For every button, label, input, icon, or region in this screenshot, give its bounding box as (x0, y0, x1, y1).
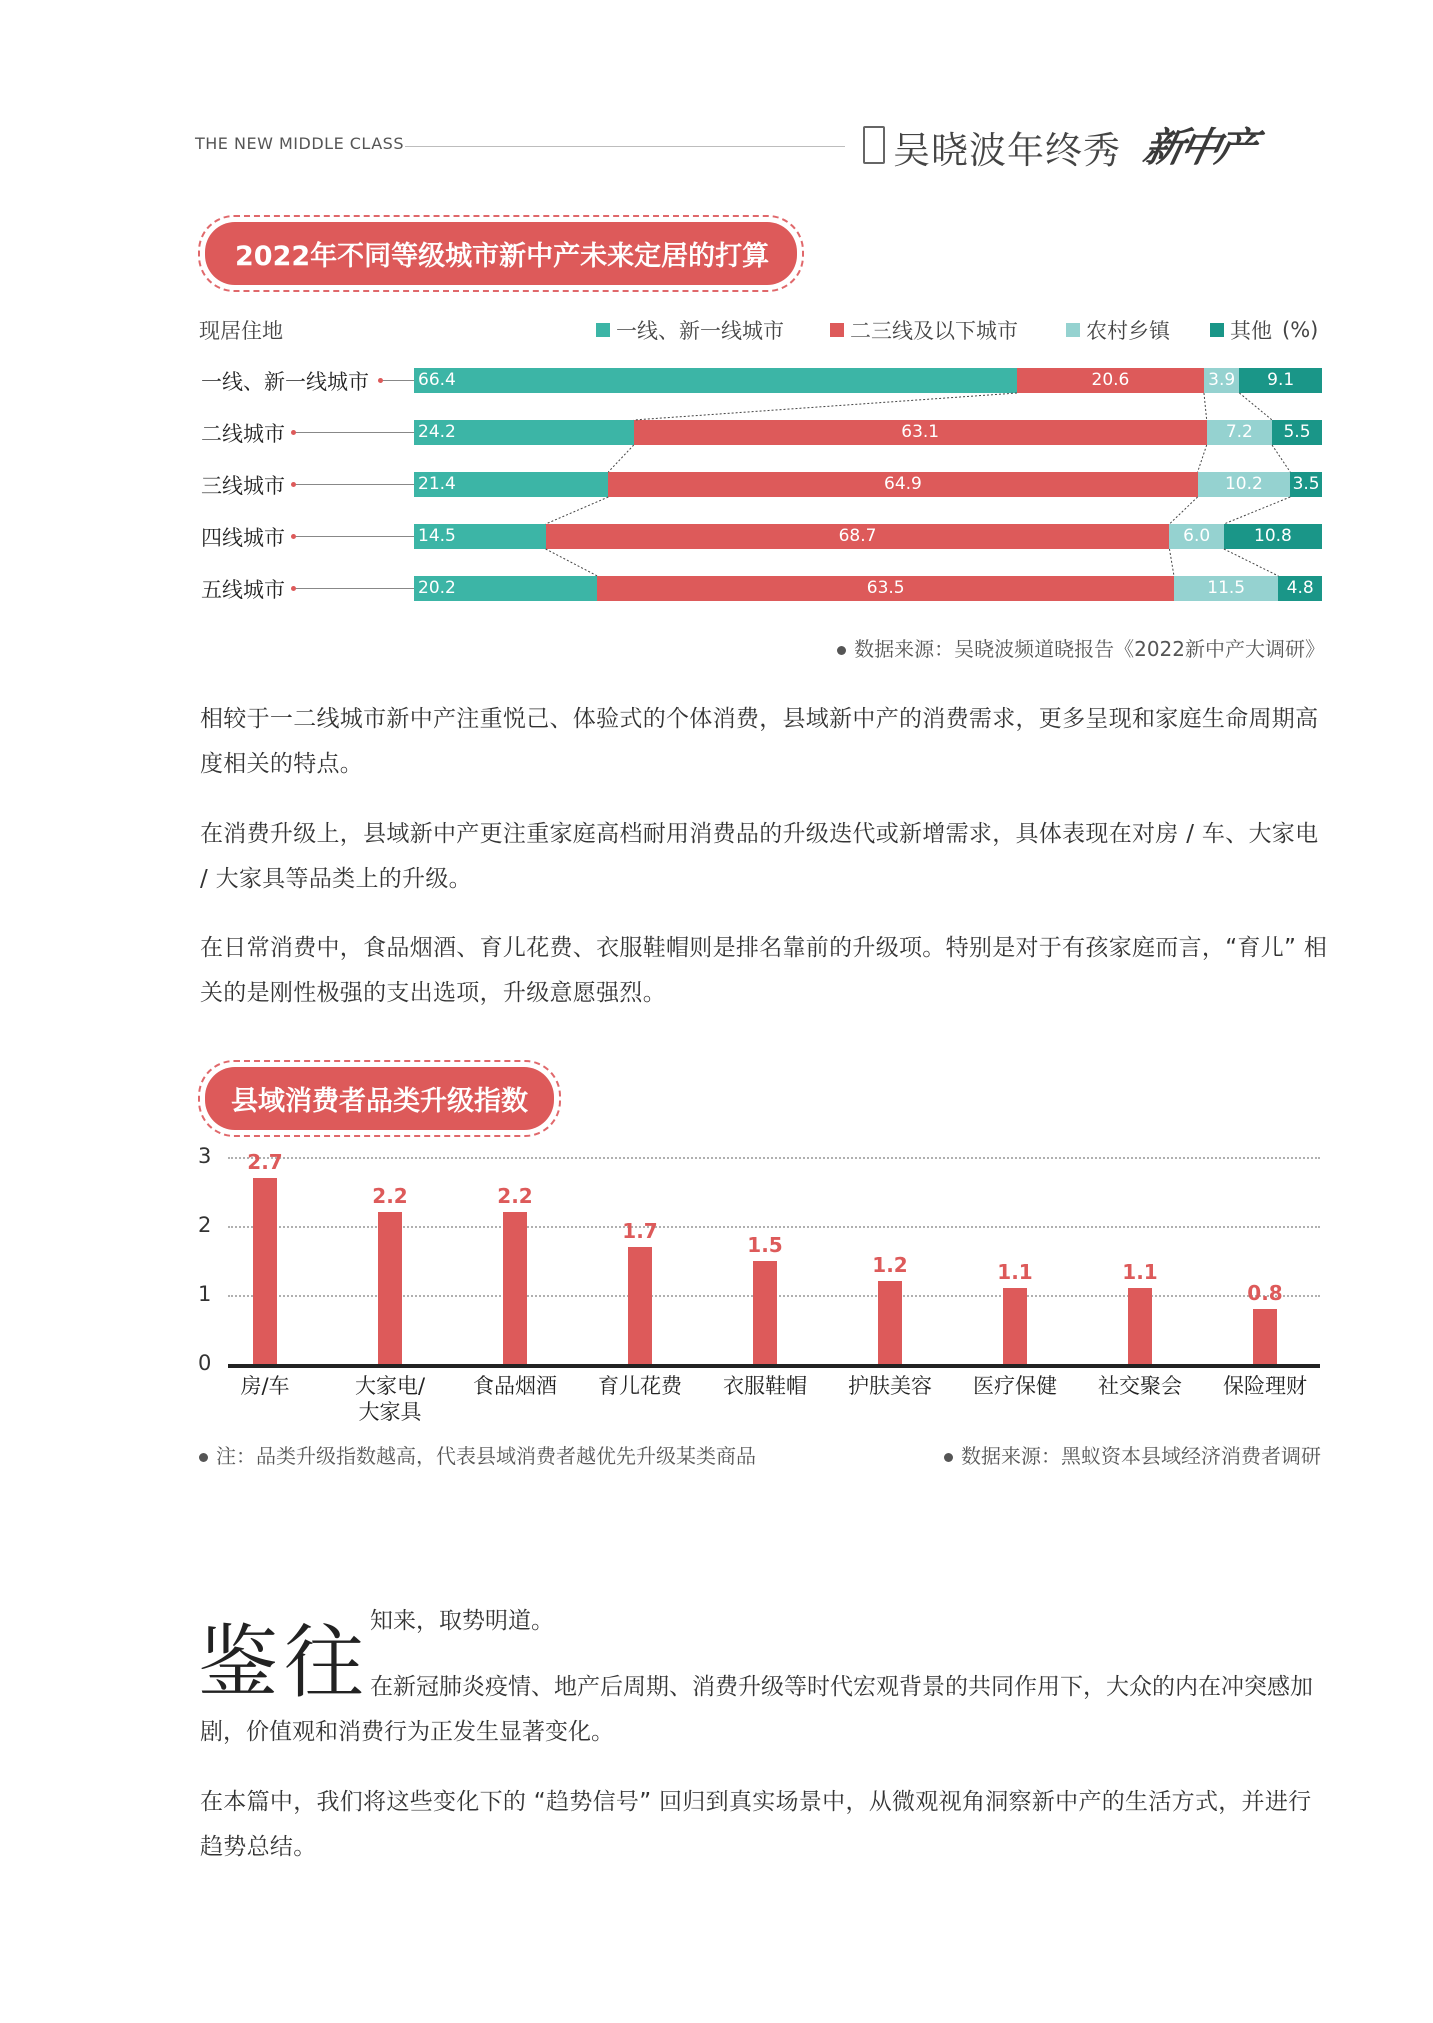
category-label-line: 大家具 (358, 1400, 422, 1424)
chart2-title-frame (198, 1060, 561, 1137)
category-label (455, 1373, 575, 1399)
segment-connector (546, 549, 598, 576)
section-heading-big: 鉴往 (198, 1616, 370, 1709)
closing-line-2: 在新冠肺炎疫情、地产后周期、消费升级等时代宏观背景的共同作用下，大众的内在冲突感加剧，价值观和消费行为正发生显著变化。 (200, 1674, 1313, 1745)
column-value-label: 1.5 (747, 1232, 783, 1257)
category-label-line: 大家电/ (354, 1374, 426, 1398)
bar-segment: 21.4 (414, 472, 608, 497)
bar-segment: 7.2 (1207, 420, 1272, 445)
bar-segment: 9.1 (1239, 368, 1322, 393)
row-label: 四线城市 (201, 526, 285, 550)
column-value-label: 1.7 (622, 1218, 658, 1243)
column-bar (628, 1247, 652, 1364)
category-label-line: 育儿花费 (598, 1374, 682, 1398)
bar-segment: 6.0 (1169, 524, 1223, 549)
bar-segment: 11.5 (1174, 576, 1278, 601)
legend-label: 农村乡镇 (1086, 319, 1170, 343)
column-value-label: 2.7 (247, 1149, 283, 1174)
chart1-source (837, 633, 1325, 662)
category-label-line: 食品烟酒 (473, 1374, 557, 1398)
segment-connector (608, 445, 633, 472)
bullet-icon (837, 646, 846, 655)
y-tick-label: 0 (198, 1351, 212, 1375)
chart2-source (944, 1440, 1321, 1469)
bar-segment: 20.2 (414, 576, 597, 601)
category-label-line: 衣服鞋帽 (723, 1374, 807, 1398)
bullet-icon (199, 1453, 208, 1462)
column-bar (753, 1261, 777, 1365)
column-value-label: 2.2 (372, 1184, 408, 1209)
bar-segment: 24.2 (414, 420, 634, 445)
bar-segment: 68.7 (546, 524, 1170, 549)
segment-connector (634, 393, 1017, 420)
bullet-icon (944, 1453, 953, 1462)
column-value-label: 1.1 (1122, 1260, 1158, 1285)
chart1-axis-caption: 现居住地 (199, 319, 283, 343)
category-label (330, 1373, 450, 1425)
legend-label: 一线、新一线城市 (616, 319, 784, 343)
column-value-label: 2.2 (497, 1184, 533, 1209)
column-bar (1003, 1288, 1027, 1364)
category-label (955, 1373, 1075, 1399)
column-value-label: 1.2 (872, 1253, 908, 1278)
category-label-line: 社交聚会 (1098, 1374, 1182, 1398)
bar-segment: 20.6 (1017, 368, 1204, 393)
segment-connector (1169, 549, 1174, 576)
closing-paragraph: 在本篇中，我们将这些变化下的 “趋势信号” 回归到真实场景中，从微观视角洞察新中产的生活方式，并进行趋势总结。 (200, 1789, 1312, 1860)
y-tick-label: 3 (198, 1144, 212, 1168)
column-bar (1128, 1288, 1152, 1364)
column-value-label: 0.8 (1247, 1280, 1283, 1305)
row-label: 五线城市 (201, 578, 285, 602)
column-bar (1253, 1309, 1277, 1364)
category-label-line: 房/车 (240, 1374, 290, 1398)
paragraph-3: 在日常消费中，食品烟酒、育儿花费、衣服鞋帽则是排名靠前的升级项。特别是对于有孩家庭而言，“育儿” 相关的是刚性极强的支出选项，升级意愿强烈。 (200, 935, 1328, 1006)
bar-segment: 63.5 (597, 576, 1174, 601)
column-bar (253, 1178, 277, 1364)
bar-segment: 5.5 (1272, 420, 1322, 445)
segment-connector (1239, 393, 1272, 420)
chart2-note-text: 注：品类升级指数越高，代表县域消费者越优先升级某类商品 (216, 1444, 756, 1468)
segment-connector (1204, 393, 1207, 420)
category-label-line: 护肤美容 (848, 1374, 932, 1398)
category-label (830, 1373, 950, 1399)
bar-segment: 3.9 (1204, 368, 1239, 393)
segment-connector (1198, 445, 1207, 472)
gridline (228, 1157, 1320, 1159)
segment-connector (1169, 497, 1197, 524)
category-label (1080, 1373, 1200, 1399)
bar-segment: 10.8 (1224, 524, 1322, 549)
row-label: 三线城市 (201, 474, 285, 498)
category-label (1205, 1373, 1325, 1399)
column-bar (378, 1212, 402, 1364)
bar-segment: 66.4 (414, 368, 1017, 393)
segment-connector (1224, 497, 1290, 524)
category-label-line: 医疗保健 (973, 1374, 1057, 1398)
category-label (205, 1373, 325, 1399)
chart2-baseline (228, 1364, 1320, 1368)
y-tick-label: 2 (198, 1213, 212, 1237)
closing-line-1: 知来，取势明道。 (370, 1608, 554, 1634)
bar-segment: 14.5 (414, 524, 546, 549)
category-label (705, 1373, 825, 1399)
category-label (580, 1373, 700, 1399)
header-title: 吴晓波年终秀 (893, 129, 1121, 172)
paragraph-2: 在消费升级上，县域新中产更注重家庭高档耐用消费品的升级迭代或新增需求，具体表现在对房 / 车、大家电 / 大家具等品类上的升级。 (200, 821, 1319, 892)
column-value-label: 1.1 (997, 1260, 1033, 1285)
header-left-text: THE NEW MIDDLE CLASS (195, 134, 404, 153)
legend-label: 其他 (1230, 319, 1272, 343)
segment-connector (1224, 549, 1278, 576)
column-bar (503, 1212, 527, 1364)
row-label: 二线城市 (201, 422, 285, 446)
category-label-line: 保险理财 (1223, 1374, 1307, 1398)
chart2-title: 县域消费者品类升级指数 (205, 1067, 554, 1130)
column-bar (878, 1281, 902, 1364)
y-tick-label: 1 (198, 1282, 212, 1306)
chart2-note (199, 1440, 756, 1469)
bar-segment: 3.5 (1290, 472, 1322, 497)
chart2-source-text: 数据来源：黑蚁资本县域经济消费者调研 (961, 1444, 1321, 1468)
legend-label: 二三线及以下城市 (850, 319, 1018, 343)
legend-unit: (%) (1282, 318, 1319, 342)
segment-connector (546, 497, 609, 524)
bar-segment: 63.1 (634, 420, 1207, 445)
segment-connector (1272, 445, 1290, 472)
brush-logo: 新中产 (1139, 124, 1258, 171)
bar-segment: 64.9 (608, 472, 1197, 497)
paragraph-1: 相较于一二线城市新中产注重悦己、体验式的个体消费，县域新中产的消费需求，更多呈现和家庭生命周期高度相关的特点。 (200, 706, 1319, 777)
bar-segment: 10.2 (1198, 472, 1291, 497)
chart1-source-text: 数据来源：吴晓波频道晓报告《2022新中产大调研》 (854, 637, 1325, 661)
bar-segment: 4.8 (1278, 576, 1322, 601)
stacked-bar-connectors (0, 0, 1433, 700)
chart1-title: 2022年不同等级城市新中产未来定居的打算 (205, 222, 797, 285)
row-label: 一线、新一线城市 (201, 370, 369, 394)
